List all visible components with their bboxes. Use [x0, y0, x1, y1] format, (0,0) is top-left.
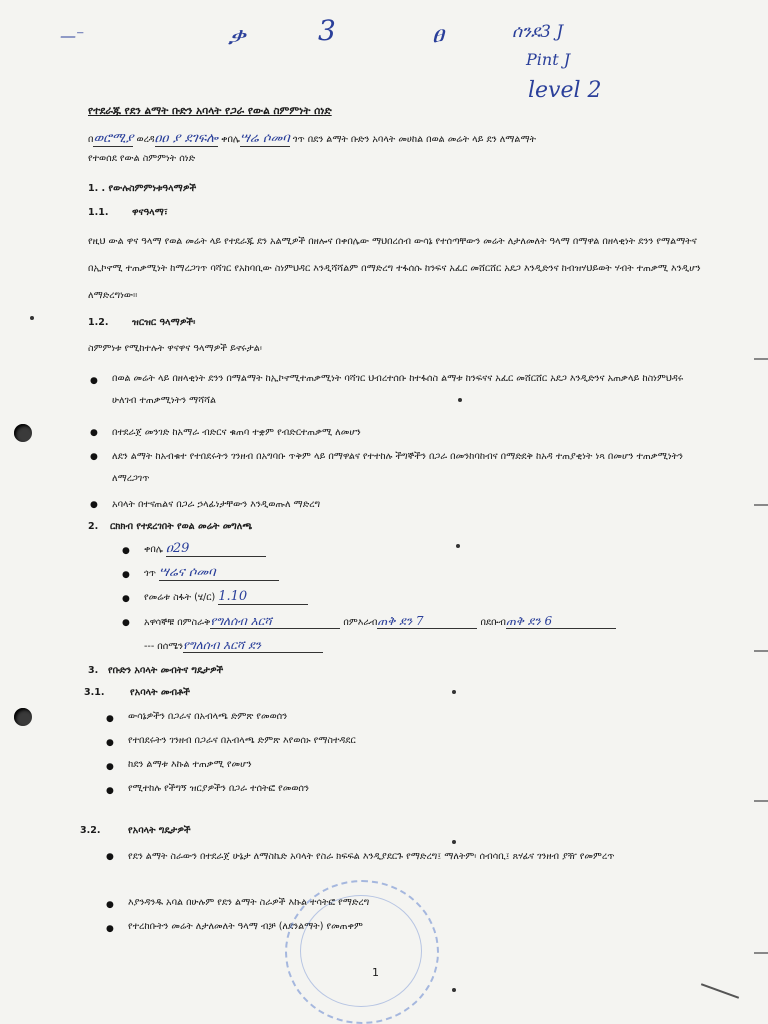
bullet-icon: ● [106, 714, 114, 724]
border-east-value: የግለሰብ እርሻ [210, 614, 340, 629]
bullet-icon: ● [106, 738, 114, 748]
bullet-icon: ● [106, 852, 114, 862]
section-3-number: 3. [88, 665, 99, 676]
section-1-2-lead: ስምምነቱ የሚከተሉት ዋናዋና ዓላማዎች ይኖሩታል፡ [88, 343, 262, 354]
section-3-2-number: 3.2. [80, 825, 101, 836]
border-north-value: የግለሰብ እርሻ ደን [183, 638, 323, 653]
official-stamp-inner-ring [300, 895, 422, 1007]
section-1-2-item: በተደራጀ መንገድ ከአማራ ብድርና ቁጠባ ተቋም የብድርተጠቃሚ ለመሆን [112, 427, 361, 438]
punch-hole [14, 708, 32, 726]
edge-mark [754, 952, 768, 954]
border-west-label: በምእራብ [343, 617, 378, 628]
handwritten-note-1: ሰንደ3 J [512, 22, 564, 42]
field-value: ሣሬና ሶመባ [159, 566, 279, 581]
edge-mark [754, 650, 768, 652]
bullet-icon: ● [122, 618, 130, 628]
stray-dot [458, 398, 462, 402]
intro-line-2: የተወሰደ የውል ስምምነት ሰነድ [88, 153, 196, 164]
intro-prefix: በ [88, 134, 94, 145]
stray-dot [452, 988, 456, 992]
border-east-label: አዋሳኞቹ በምስራቅ [144, 617, 211, 628]
handwritten-mark-3: ፀ [432, 20, 444, 48]
intro-kebele: ሣሬ ሶመባ [239, 131, 290, 146]
stray-dot [456, 544, 460, 548]
rights-item: የተበደሩትን ገንዘብ በጋራና በአብላጫ ድምጽ እየወሰኑ የማስተዳደር [128, 735, 356, 746]
field-value: ዐ29 [166, 542, 266, 557]
bullet-icon: ● [90, 500, 98, 510]
duties-item: እያንዳንዱ አባል በሁሉም የደን ልማት ስራዎች እኩል ተሳትፎ የማድረግ [128, 897, 370, 908]
rights-item: የሚተከሉ የችግኝ ዝርያዎችን በጋራ ተሰትፎ የመወሰን [128, 783, 309, 794]
intro-woreda: ዐዐ ያ ደገፍሎ [154, 131, 219, 146]
intro-mid-2: ቀበሌ [221, 134, 240, 145]
section-2-number: 2. [88, 521, 99, 532]
handwritten-note-3: level 2 [528, 78, 602, 103]
edge-mark [754, 358, 768, 360]
bullet-icon: ● [122, 546, 130, 556]
section-1-1-number: 1.1. [88, 207, 109, 218]
stray-dot [452, 840, 456, 844]
bullet-icon: ● [122, 594, 130, 604]
bullet-icon: ● [90, 452, 98, 462]
bullet-icon: ● [106, 924, 114, 934]
section-1-2-item: በወል መሬት ላይ በዘላቂነት ደንን በማልማት ከኢኮኖሚተጠቃሚነት ባሻገር ህብረተሰቡ ከተፋሰስ ልማቱ ከንፍናና አፈር መሸርሸር አደጋ እንዲድንና አጠቃላይ ከስነምህዳሩ ሁለገብ ተጠቃሚነትን ማሻሻል [112, 373, 684, 406]
bullet-icon: ● [122, 570, 130, 580]
section-3-title: የቡድን አባላት መብትና ግዴታዎች [108, 665, 224, 676]
intro-mid-1: ወረዳ [136, 134, 155, 145]
bullet-icon: ● [106, 762, 114, 772]
section-1-2-item: አባላት በተናጠልና በጋራ ኃላፊነታቸውን እንዲወጡለ ማድረግ [112, 499, 321, 510]
border-west-value: ጠቅ ደን 7 [377, 614, 477, 629]
stray-dot [452, 690, 456, 694]
bullet-icon: ● [106, 900, 114, 910]
field-label: ጎጥ [144, 568, 156, 579]
handwritten-mark-2: 3 [318, 14, 336, 47]
bullet-icon: ● [106, 786, 114, 796]
section-3-1-number: 3.1. [84, 687, 105, 698]
duties-item: የደን ልማት ስራውን በተደራጀ ሁኔታ ለማስኬድ አባላት የስራ ክፍፍል እንዲያደርጉ የማድረግ፤ ማለትም፡ ሰብሳቢ፤ ጸሃፊና ገንዘብ ያዥ የመምረጥ [128, 851, 615, 862]
intro-line-1 [88, 132, 536, 147]
section-1-2-number: 1.2. [88, 317, 109, 328]
edge-mark [754, 504, 768, 506]
field-value: 1.10 [218, 590, 308, 605]
section-1-2-item: ለደን ልማት ከአብቁተ የተበደሩትን ገንዘብ በአግባቡ ጥቅም ላይ በማዋልና የተተከሉ ችግኞችን በጋራ በመንከባከብና በማድደቅ ከአዳ ተጠያቂነት ነጻ በመሆን ተጠቃሚነትን ለማረጋገጥ [112, 451, 684, 484]
field-got [144, 566, 279, 581]
rights-item: ውሳኔዎችን በጋራና በአብላጫ ድምጽ የመወሰን [128, 711, 288, 722]
section-1-2-title: ዝርዝር ዓላማዎች፡ [132, 317, 196, 328]
bullet-icon: ● [90, 428, 98, 438]
section-1-heading: 1. . የውሉስምምነቱዓላማዎች [88, 183, 197, 194]
intro-region: ወሮሚያ [93, 131, 134, 146]
duties-item: የተረከቡትን መሬት ለታለመለት ዓላማ ብቻ (ለደንልማት) የመጠቀም [128, 921, 363, 932]
stray-dot [30, 316, 34, 320]
border-north-label: --- በሰሜን [144, 641, 183, 652]
section-1-1-paragraph: የዚህ ውል ዋና ዓላማ የወል መሬት ላይ የተደራጁ ደን አልሚዎች በዘሎና በቀበሌው ማህበረሰብ ውሳኔ የተሰጣቸውን መሬት ለታለመለት ዓላማ በማዋል በዘላቂነት ደንን የማልማትና በኢኮኖሚ ተጠቃሚነት ከማረጋገጥ ባሻገር የአከባቢው ስነምህዳር እንዲሻሻልም በማድረግ ተፋሰሱ ከንፍና አፈር መሸርሸር አደጋ እንዲድንና ከብዝሃህይወት ሃብት ተጠቃሚ እንዲሆን ለማድረግነው። [88, 236, 701, 301]
section-2-title: ርክክብ የተደረገበት የወል መሬት መግለጫ [110, 521, 253, 532]
bullet-icon: ● [90, 376, 98, 386]
rights-item: ከደን ልማቱ እኩል ተጠቃሚ የመሆን [128, 759, 252, 770]
handwritten-mark-1: ቃ [228, 22, 246, 50]
edge-mark [754, 800, 768, 802]
document-title: የተደራጁ የደን ልማት ቡድን አባላት የጋራ የውል ስምምነት ሰነድ [88, 105, 332, 117]
handwritten-dash: —⁻ [60, 26, 85, 45]
section-3-1-title: የአባላት መብቶች [130, 687, 190, 698]
handwritten-note-2: Pint J [526, 50, 571, 69]
pen-stroke [701, 983, 739, 999]
field-border-north [144, 638, 323, 654]
punch-hole [14, 424, 32, 442]
field-kebele [144, 542, 266, 557]
field-area [144, 590, 308, 605]
field-label: የመሬቱ ስፋት (ሄ/ር) [144, 592, 216, 603]
page-number: 1 [372, 966, 379, 979]
intro-suffix: ጎጥ በደን ልማት ቡድን አባላት መሀከል በወል መሬት ላይ ደን ለማልማት [292, 134, 537, 145]
section-1-1-title: ዋናዓላማ፣ [132, 207, 168, 218]
field-label: ቀበሌ [144, 544, 163, 555]
field-borders [144, 614, 616, 630]
section-3-2-title: የአባላት ግዴታዎች [128, 825, 191, 836]
border-south-value: ጠቅ ደን 6 [506, 614, 616, 629]
border-south-label: በደቡብ [480, 617, 506, 628]
